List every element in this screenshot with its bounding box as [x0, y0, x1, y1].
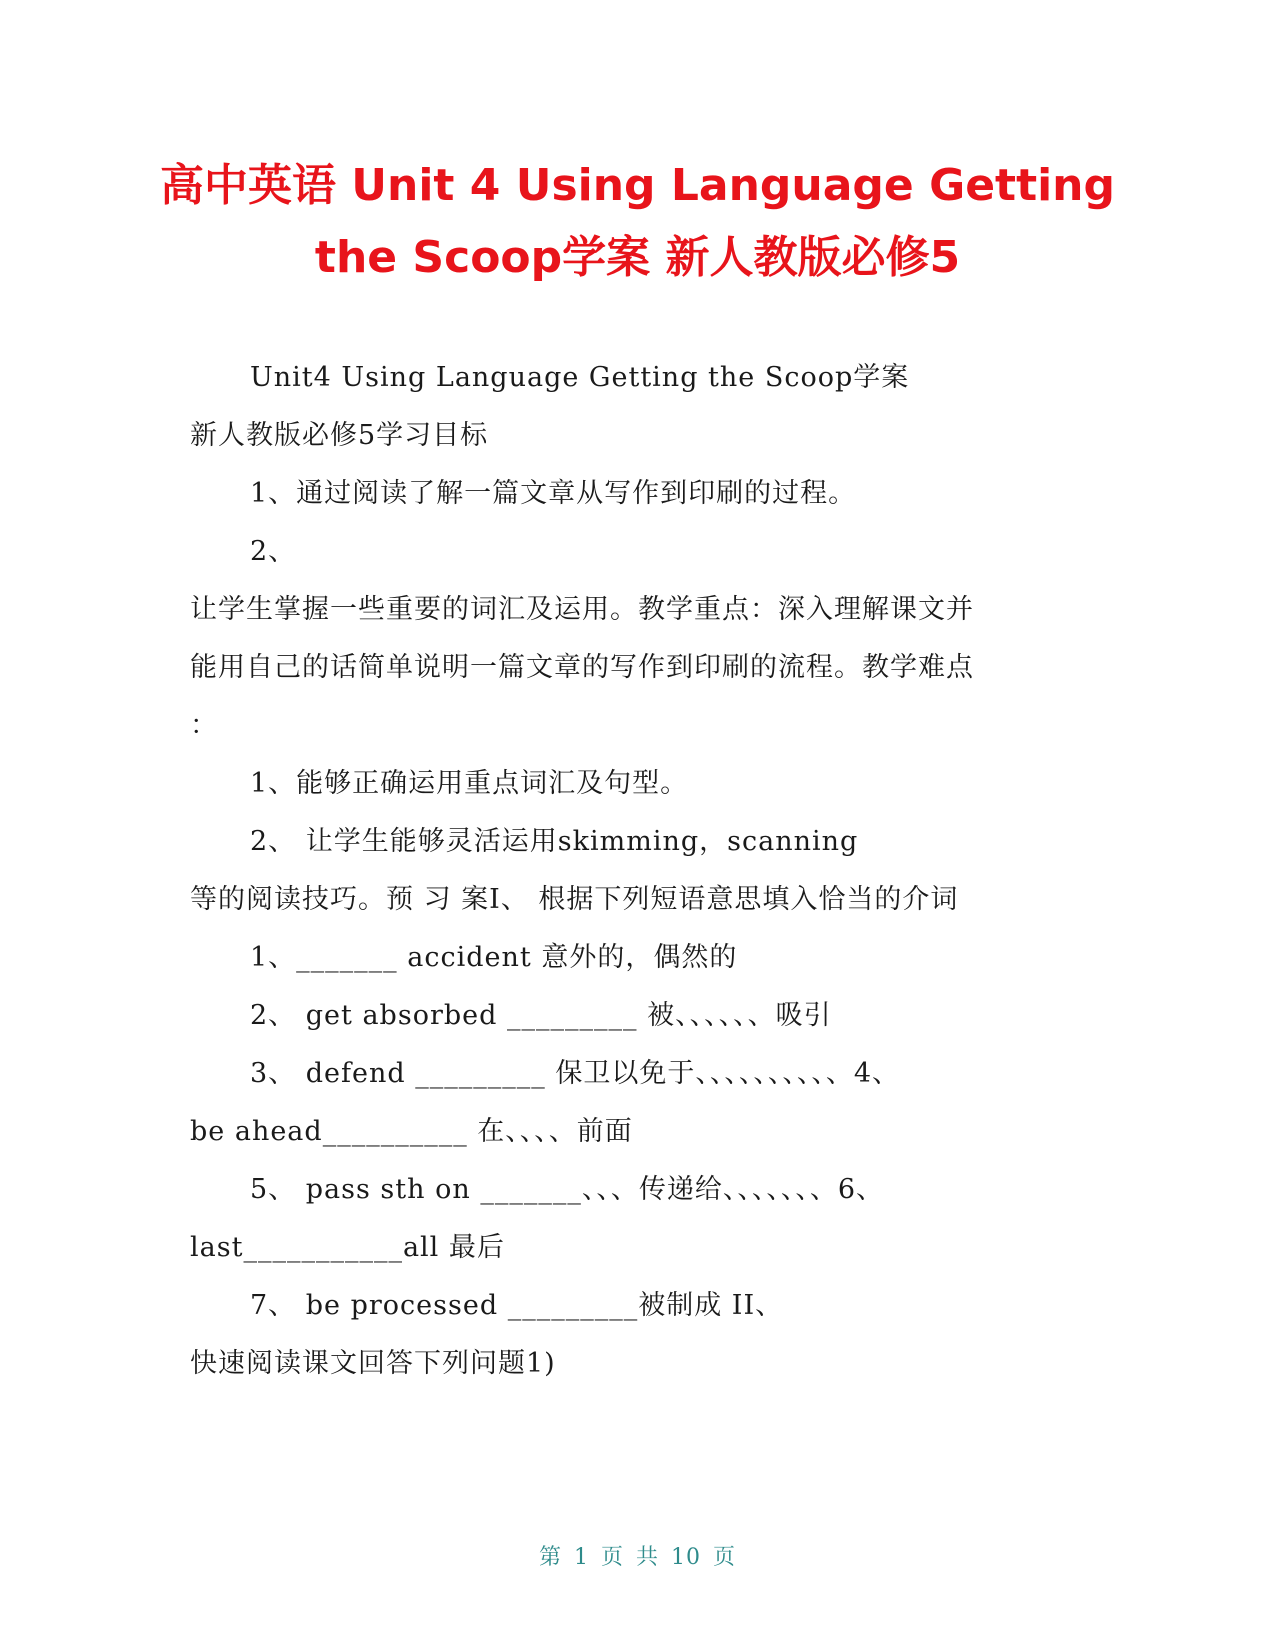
body-line-phrase-5: 5、 pass sth on _______、、、传递给、、、、、、、6、: [250, 1174, 885, 1205]
footer-total-label: 共: [636, 1545, 660, 1570]
footer-total-unit: 页: [713, 1545, 737, 1570]
body-line-objective-2-number: 2、: [250, 536, 297, 567]
body-line-phrase-6: last___________all 最后: [190, 1232, 505, 1263]
body-line-subtitle: Unit4 Using Language Getting the Scoop学案: [250, 362, 910, 393]
body-line-key-points: 能用自己的话简单说明一篇文章的写作到印刷的流程。教学难点: [190, 652, 974, 683]
footer-page-label: 第: [538, 1545, 562, 1570]
footer-current-page: 1: [573, 1545, 589, 1570]
body-line-difficulty-1: 1、能够正确运用重点词汇及句型。: [250, 768, 689, 799]
document-title: [120, 150, 1155, 294]
body-line-objectives-heading: 新人教版必修5学习目标: [190, 420, 489, 451]
title-line-1: 高中英语 Unit 4 Using Language Getting: [159, 160, 1116, 211]
title-line-2: the Scoop学案 新人教版必修5: [314, 232, 961, 283]
body-line-phrase-7: 7、 be processed _________被制成 II、: [250, 1290, 784, 1321]
body-line-colon: ：: [190, 710, 218, 741]
body-line-preview-heading: 等的阅读技巧。预 习 案I、 根据下列短语意思填入恰当的介词: [190, 884, 959, 915]
body-line-objective-2-text: 让学生掌握一些重要的词汇及运用。教学重点：深入理解课文并: [190, 594, 974, 625]
footer-page-unit: 页: [600, 1545, 624, 1570]
body-line-difficulty-2: 2、 让学生能够灵活运用skimming，scanning: [250, 826, 859, 857]
body-line-objective-1: 1、通过阅读了解一篇文章从写作到印刷的过程。: [250, 478, 857, 509]
page-footer: [0, 1540, 1275, 1571]
body-line-reading-task: 快速阅读课文回答下列问题1): [190, 1348, 556, 1379]
body-line-phrase-4: be ahead__________ 在、、、、前面: [190, 1116, 633, 1147]
body-line-phrase-2: 2、 get absorbed _________ 被、、、、、、吸引: [250, 1000, 832, 1031]
body-line-phrase-3: 3、 defend _________ 保卫以免于、、、、、、、、、、4、: [250, 1058, 901, 1089]
body-line-phrase-1: 1、_______ accident 意外的，偶然的: [250, 942, 738, 973]
footer-total-pages: 10: [671, 1545, 702, 1570]
